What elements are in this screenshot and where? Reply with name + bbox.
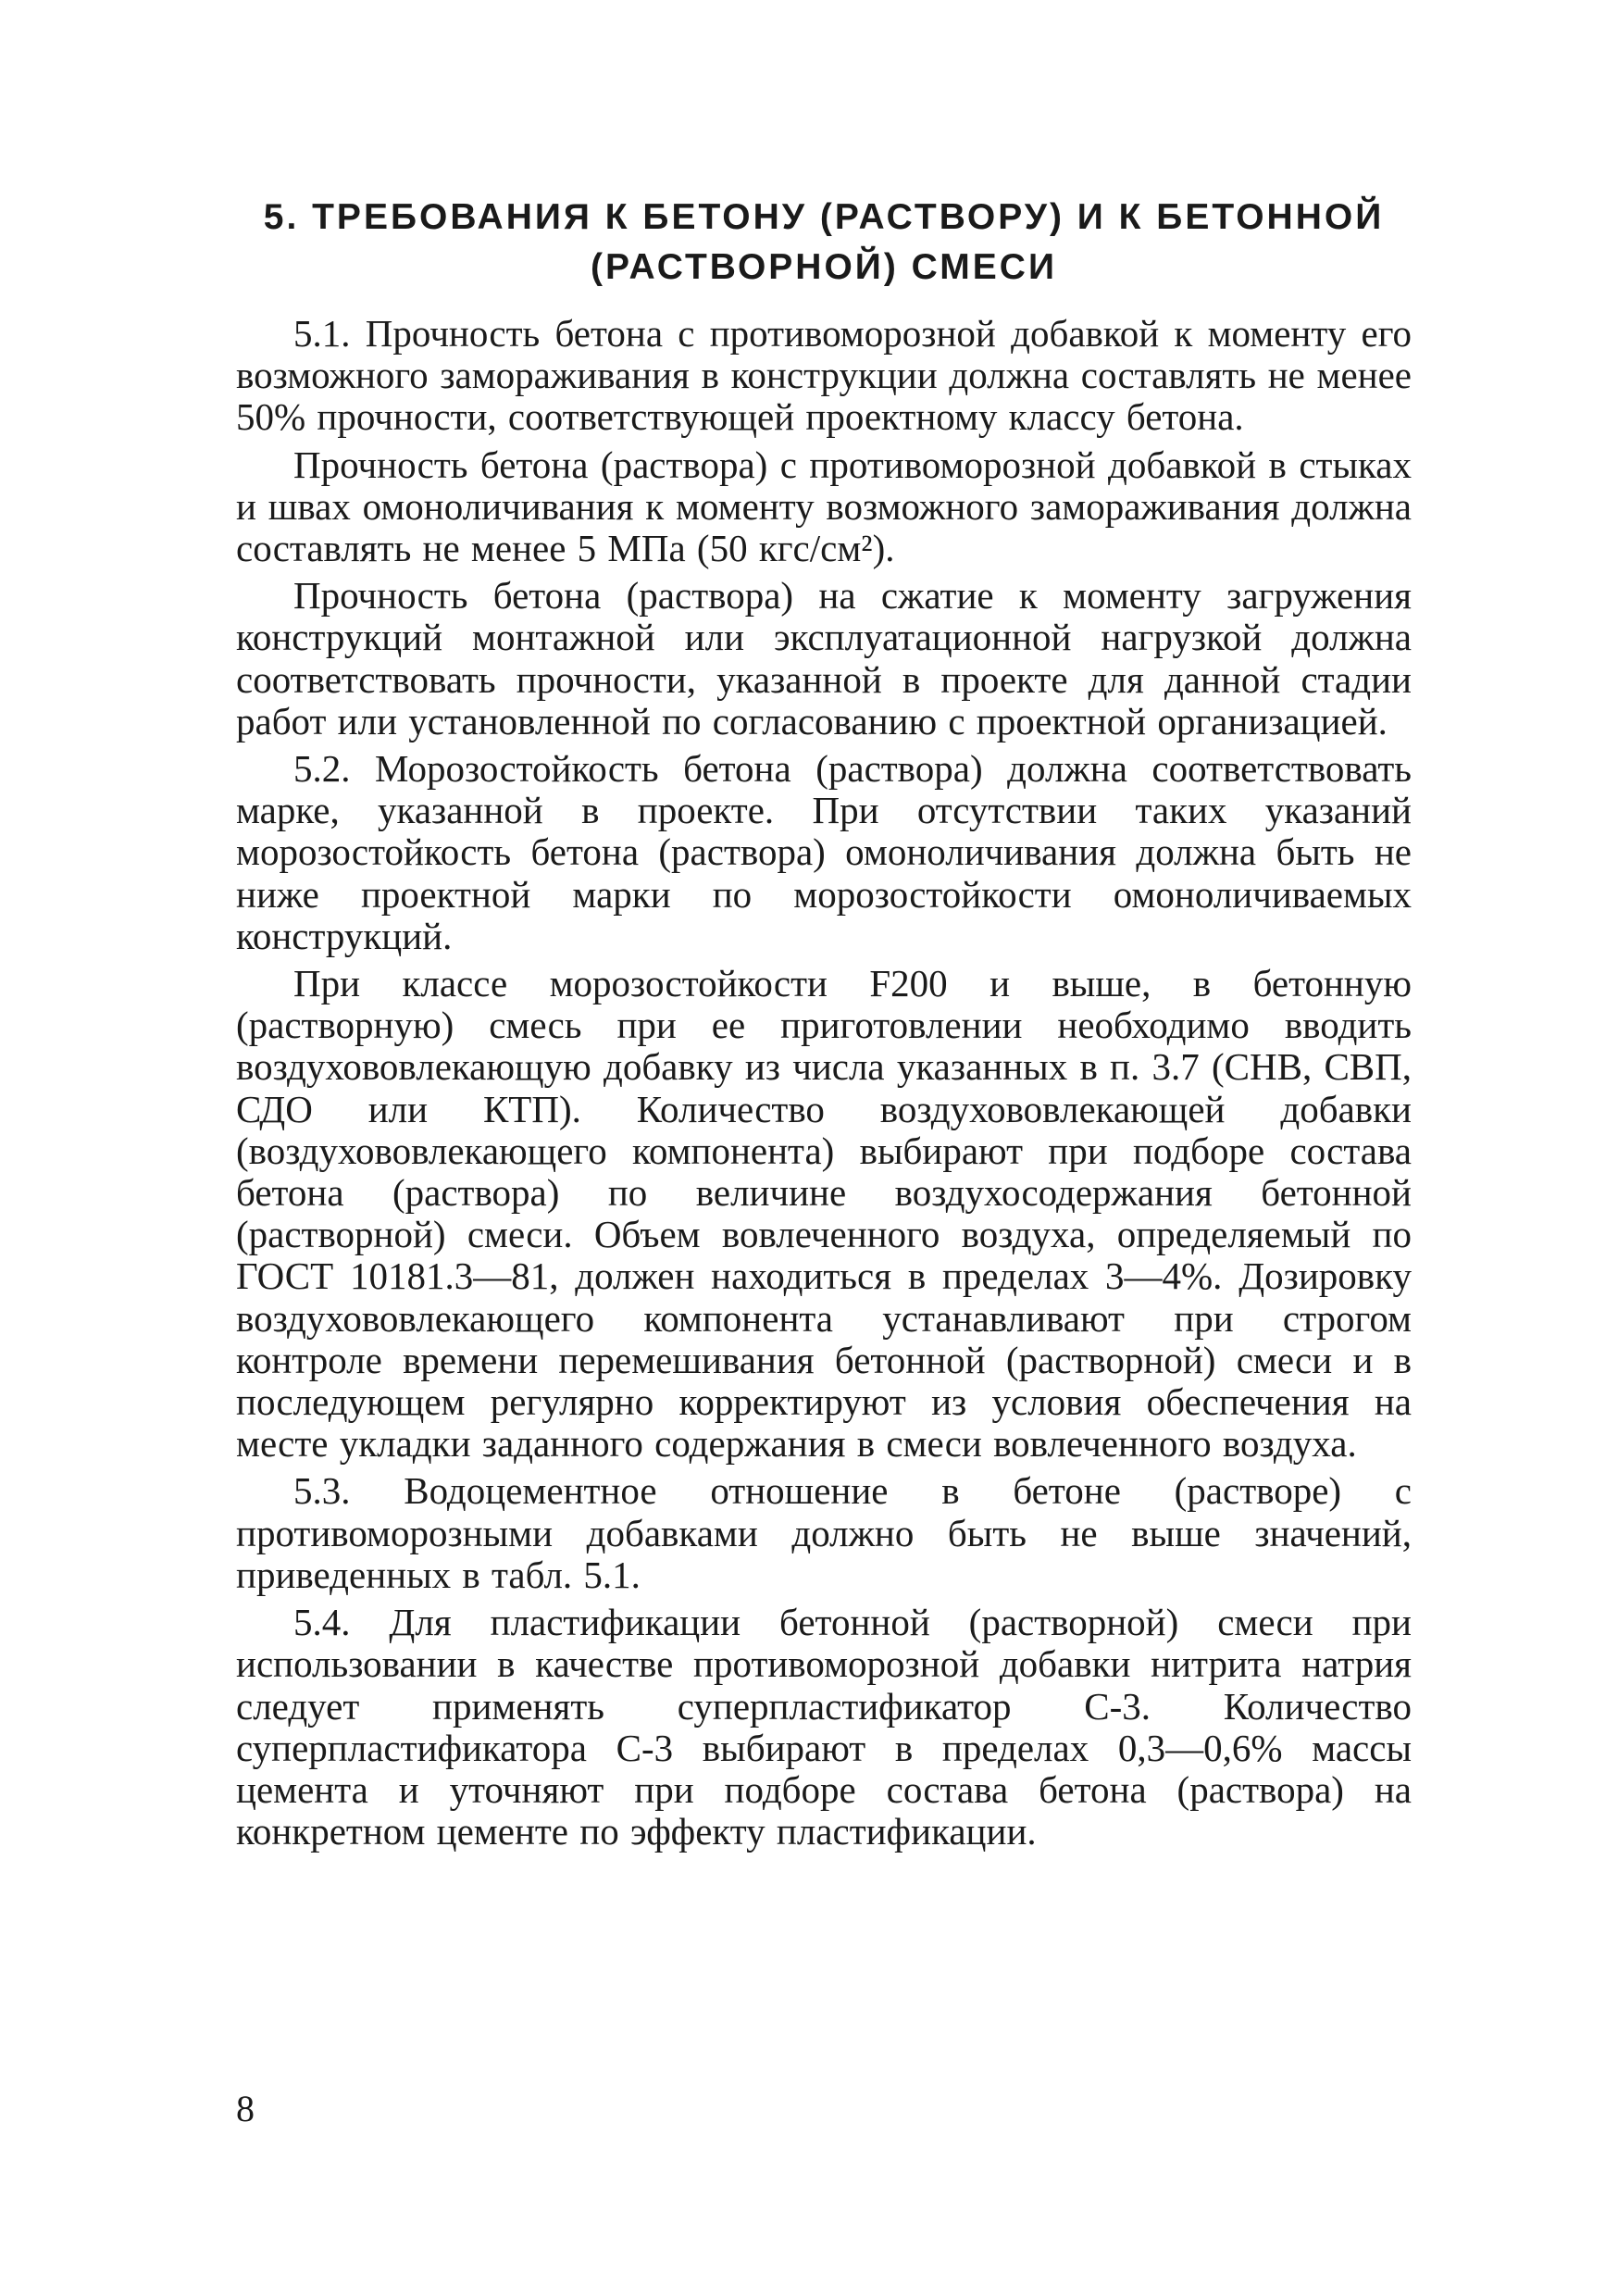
paragraph-5-3: 5.3. Водоцементное отношение в бетоне (растворе) с противоморозными добавками должно быть не выше значений, приведенных в табл. 5.1.: [236, 1469, 1412, 1596]
paragraph-joint-strength: Прочность бетона (раствора) с противоморозной добавкой в стыках и швах омоноличивания к моменту возможного замораживания должна составлять не менее 5 МПа (50 кгс/см²).: [236, 443, 1412, 570]
paragraph-load-strength: Прочность бетона (раствора) на сжатие к моменту загружения конструкций монтажной или эксплуатационной нагрузкой должна соответствовать прочности, указанной в проекте для данной стадии работ или установленной по согласованию с проектной организацией.: [236, 574, 1412, 742]
paragraph-5-1: 5.1. Прочность бетона с противоморозной добавкой к моменту его возможного замораживания в конструкции должна составлять не менее 50% прочности, соответствующей проектному классу бетона.: [236, 312, 1412, 439]
section-title: [236, 193, 1412, 293]
page-number: 8: [236, 2088, 255, 2129]
section-title-line-2: (РАСТВОРНОЙ) СМЕСИ: [590, 247, 1058, 287]
paragraph-5-4: 5.4. Для пластификации бетонной (растворной) смеси при использовании в качестве противоморозной добавки нитрита натрия следует применять суперпластификатор С-3. Количество суперпластификатора С-3 выбирают в пределах 0,3—0,6% массы цемента и уточняют при подборе состава бетона (раствора) на конкретном цементе по эффекту пластификации.: [236, 1601, 1412, 1853]
document-page: [236, 193, 1412, 1858]
section-title-line-1: 5. ТРЕБОВАНИЯ К БЕТОНУ (РАСТВОРУ) И К БЕТОННОЙ: [263, 197, 1385, 237]
paragraph-5-2: 5.2. Морозостойкость бетона (раствора) должна соответствовать марке, указанной в проекте. При отсутствии таких указаний морозостойкость бетона (раствора) омоноличивания должна быть не ниже проектной марки по морозостойкости омоноличиваемых конструкций.: [236, 747, 1412, 957]
paragraph-air-entraining: При классе морозостойкости F200 и выше, в бетонную (растворную) смесь при ее приготовлении необходимо вводить воздухововлекающую добавку из числа указанных в п. 3.7 (СНВ, СВП, СДО или КТП). Количество воздухововлекающей добавки (воздухововлекающего компонента) выбирают при подборе состава бетона (раствора) по величине воздухосодержания бетонной (растворной) смеси. Объем вовлеченного воздуха, определяемый по ГОСТ 10181.3—81, должен находиться в пределах 3—4%. Дозировку воздухововлекающего компонента устанавливают при строгом контроле времени перемешивания бетонной (растворной) смеси и в последующем регулярно корректируют из условия обеспечения на месте укладки заданного содержания в смеси вовлеченного воздуха.: [236, 962, 1412, 1466]
